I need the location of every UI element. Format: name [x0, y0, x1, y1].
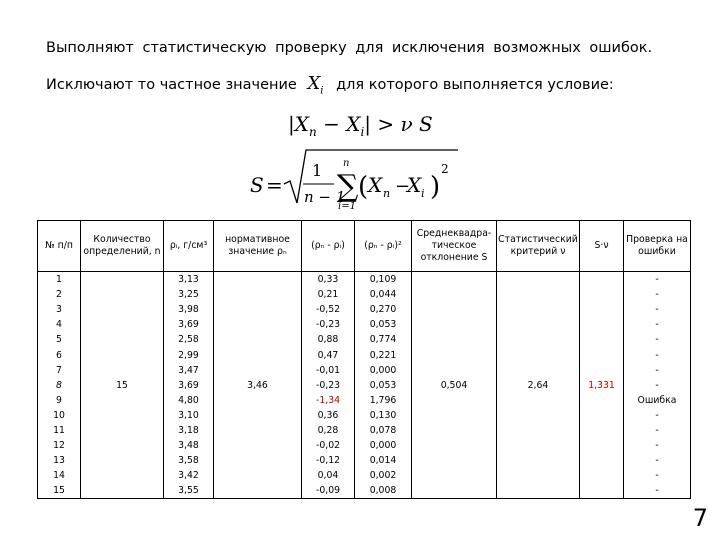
- cell-check: -: [624, 272, 691, 288]
- header-rho-i: ρᵢ, г/см³: [164, 221, 214, 272]
- intro-line-1: Выполняют статистическую проверку для исключения возможных ошибок.: [46, 40, 653, 56]
- cell-no: 5: [38, 332, 81, 347]
- cell-diff: 0,28: [302, 423, 355, 438]
- cell-diff-sq: 0,270: [355, 302, 412, 317]
- formula-power: 2: [441, 162, 449, 176]
- table-header-row: [38, 221, 691, 272]
- cell-diff: -0,52: [302, 302, 355, 317]
- cell-rho: 3,42: [164, 468, 214, 483]
- fraction-numerator: 1: [312, 161, 323, 180]
- cell-no: 10: [38, 408, 81, 423]
- cell-diff: 0,47: [302, 347, 355, 362]
- cell-diff-sq: 0,053: [355, 317, 412, 332]
- cell-diff-sq: 0,109: [355, 272, 412, 288]
- cell-rho: 3,48: [164, 438, 214, 453]
- header-rho-n: нормативное значение ρₙ: [214, 221, 302, 272]
- cell-check: -: [624, 287, 691, 302]
- cell-diff: 0,04: [302, 468, 355, 483]
- page-number: 7: [692, 504, 708, 532]
- paren-right: ): [430, 172, 441, 202]
- cell-rho: 3,18: [164, 423, 214, 438]
- cell-s-nu: 1,331: [580, 272, 624, 499]
- cell-diff-sq: 0,221: [355, 347, 412, 362]
- formula-condition: $|X_n - X_i| > \nu$ S: [288, 112, 433, 139]
- cell-no: 7: [38, 363, 81, 378]
- cell-diff-sq: 0,044: [355, 287, 412, 302]
- cell-diff: -0,01: [302, 363, 355, 378]
- header-criterion: Статистический критерий ν: [497, 221, 580, 272]
- cell-rho: 3,25: [164, 287, 214, 302]
- cell-diff-sq: 0,014: [355, 453, 412, 468]
- sigma-sign: ∑: [337, 169, 359, 204]
- cell-diff-sq: 0,078: [355, 423, 412, 438]
- intro-line-2-before: Исключают то частное значение: [46, 77, 297, 93]
- cell-criterion: 2,64: [497, 272, 580, 499]
- cell-diff: 0,21: [302, 287, 355, 302]
- results-table: [37, 220, 691, 499]
- cell-rho-n: 3,46: [214, 272, 302, 499]
- formula-xi-sub: i: [421, 187, 425, 200]
- cell-diff: -0,12: [302, 453, 355, 468]
- header-std-dev: Среднеквадра-тическое отклонение S: [412, 221, 497, 272]
- cell-diff: -0,09: [302, 483, 355, 499]
- cell-rho: 3,58: [164, 453, 214, 468]
- cell-diff-sq: 0,130: [355, 408, 412, 423]
- cell-check: -: [624, 468, 691, 483]
- cell-rho: 2,99: [164, 347, 214, 362]
- cell-check: Ошибка: [624, 393, 691, 408]
- cell-diff-sq: 0,000: [355, 438, 412, 453]
- paren-left: (: [358, 172, 369, 202]
- cell-check: -: [624, 347, 691, 362]
- cell-no: 11: [38, 423, 81, 438]
- cell-check: -: [624, 363, 691, 378]
- cell-diff-sq: 0,774: [355, 332, 412, 347]
- cell-rho: 4,80: [164, 393, 214, 408]
- intro-line-2-after: для которого выполняется условие:: [336, 77, 614, 93]
- cell-rho: 2,58: [164, 332, 214, 347]
- cell-rho: 3,69: [164, 317, 214, 332]
- formula-minus: −: [395, 176, 411, 197]
- cell-diff-sq: 0,053: [355, 378, 412, 393]
- cell-check: -: [624, 423, 691, 438]
- formula-xn: X: [368, 173, 383, 197]
- cell-check: -: [624, 378, 691, 393]
- cell-check: -: [624, 483, 691, 499]
- cell-check: -: [624, 453, 691, 468]
- cell-rho: 3,98: [164, 302, 214, 317]
- formula-xi: X: [407, 173, 422, 197]
- sum-upper: n: [343, 158, 350, 169]
- cell-no: 6: [38, 347, 81, 362]
- sum-lower: i=1: [338, 201, 356, 212]
- cell-check: -: [624, 332, 691, 347]
- cell-check: -: [624, 302, 691, 317]
- cell-check: -: [624, 317, 691, 332]
- cell-diff: -0,02: [302, 438, 355, 453]
- cell-no: 12: [38, 438, 81, 453]
- cell-no: 13: [38, 453, 81, 468]
- cell-no: 15: [38, 483, 81, 499]
- header-count: Количество определений, n: [81, 221, 164, 272]
- cell-diff: 0,36: [302, 408, 355, 423]
- cell-diff: -1,34: [302, 393, 355, 408]
- cell-no: 3: [38, 302, 81, 317]
- cell-no: 14: [38, 468, 81, 483]
- cell-rho: 3,10: [164, 408, 214, 423]
- cell-no: 4: [38, 317, 81, 332]
- cell-no: 8: [38, 378, 81, 393]
- fraction-denominator: n − 1: [304, 188, 346, 206]
- cell-rho: 3,55: [164, 483, 214, 499]
- cell-no: 9: [38, 393, 81, 408]
- formula-s: S: [250, 173, 264, 197]
- formula-xn-sub: n: [383, 187, 391, 200]
- cell-diff-sq: 1,796: [355, 393, 412, 408]
- table-row: [38, 272, 691, 288]
- cell-rho: 3,13: [164, 272, 214, 288]
- cell-no: 1: [38, 272, 81, 288]
- header-diff: (ρₙ - ρᵢ): [302, 221, 355, 272]
- cell-diff: 0,88: [302, 332, 355, 347]
- cell-rho: 3,69: [164, 378, 214, 393]
- cell-check: -: [624, 408, 691, 423]
- header-s-nu: S·ν: [580, 221, 624, 272]
- cell-diff-sq: 0,000: [355, 363, 412, 378]
- var-xi: $X_i$: [307, 73, 324, 97]
- cell-diff-sq: 0,002: [355, 468, 412, 483]
- header-diff-sq: (ρₙ - ρᵢ)²: [355, 221, 412, 272]
- cell-std-dev: 0,504: [412, 272, 497, 499]
- header-no: № п/п: [38, 221, 81, 272]
- formula-eq: =: [266, 173, 283, 197]
- cell-diff: 0,33: [302, 272, 355, 288]
- cell-check: -: [624, 438, 691, 453]
- cell-diff-sq: 0,008: [355, 483, 412, 499]
- cell-diff: -0,23: [302, 378, 355, 393]
- cell-rho: 3,47: [164, 363, 214, 378]
- header-check: Проверка на ошибки: [624, 221, 691, 272]
- cell-diff: -0,23: [302, 317, 355, 332]
- cell-count: 15: [81, 272, 164, 499]
- cell-no: 2: [38, 287, 81, 302]
